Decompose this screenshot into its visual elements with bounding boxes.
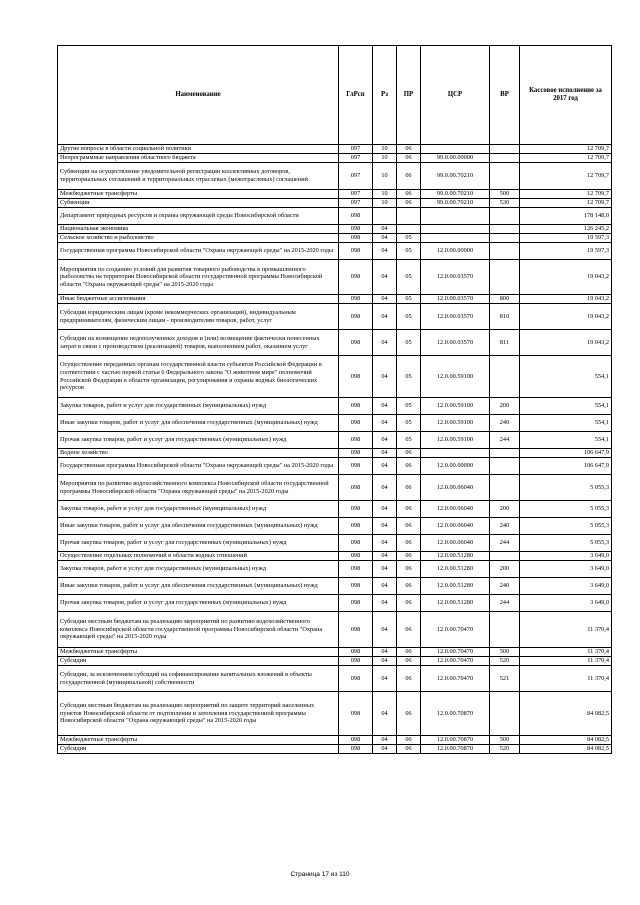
cell-name: Закупка товаров, работ и услуг для государственных (муниципальных) нужд [58,561,339,578]
cell-amount: 12 709,7 [520,145,612,154]
header-grs: ГлРсп [339,46,373,145]
cell-csr: 12.0.00.03570 [421,330,490,356]
cell-csr: 12.0.00.70870 [421,745,490,754]
cell-grs: 098 [339,415,373,432]
cell-name: Непрограммные направления областного бюджета [58,154,339,163]
cell-csr: 12.0.00.51280 [421,595,490,612]
cell-name: Субсидии юридическим лицам (кроме некоммерческих организаций), индивидуальным предпринимателям, физическим лицам - производителям товаров, работ, услуг [58,304,339,330]
header-rz: Рз [373,46,397,145]
cell-grs: 097 [339,190,373,199]
cell-rz: 04 [373,518,397,535]
cell-vr [490,552,520,561]
cell-rz: 04 [373,234,397,243]
cell-vr: 521 [490,666,520,692]
cell-grs: 098 [339,475,373,501]
table-row [58,295,612,304]
cell-name: Прочая закупка товаров, работ и услуг для государственных (муниципальных) нужд [58,535,339,552]
cell-amount: 178 148,0 [520,208,612,225]
cell-pr: 05 [397,234,421,243]
cell-name: Субсидии на возмещение недополученных доходов и (или) возмещение фактически понесенных затрат в связи с производством (реализацией) товаров, выполнением работ, оказанием услуг [58,330,339,356]
cell-csr: 12.0.00.03570 [421,304,490,330]
cell-rz: 04 [373,475,397,501]
cell-pr: 06 [397,449,421,458]
cell-vr [490,163,520,190]
cell-pr: 06 [397,501,421,518]
cell-rz: 04 [373,578,397,595]
cell-amount: 3 649,0 [520,578,612,595]
cell-pr: 06 [397,612,421,648]
cell-grs: 098 [339,666,373,692]
cell-rz: 04 [373,666,397,692]
cell-rz: 04 [373,295,397,304]
cell-csr: 12.0.00.70470 [421,648,490,657]
cell-pr: 06 [397,190,421,199]
table-row [58,304,612,330]
table-row [58,145,612,154]
cell-rz: 04 [373,449,397,458]
cell-amount: 3 649,0 [520,595,612,612]
table-row [58,330,612,356]
cell-amount: 554,1 [520,398,612,415]
cell-amount: 11 370,4 [520,648,612,657]
cell-pr: 05 [397,295,421,304]
cell-amount: 5 055,3 [520,475,612,501]
cell-vr: 200 [490,561,520,578]
cell-csr: 12.0.00.51280 [421,561,490,578]
cell-rz: 10 [373,145,397,154]
cell-name: Межбюджетные трансферты [58,736,339,745]
cell-grs: 098 [339,432,373,449]
cell-csr: 12.0.00.51280 [421,578,490,595]
header-name: Наименование [58,46,339,145]
cell-rz: 04 [373,501,397,518]
table-row [58,692,612,736]
cell-grs: 098 [339,561,373,578]
cell-vr: 200 [490,501,520,518]
cell-amount: 554,1 [520,356,612,398]
cell-grs: 098 [339,398,373,415]
cell-grs: 098 [339,578,373,595]
cell-csr: 99.0.00.70210 [421,190,490,199]
cell-name: Осуществление переданных органам государственной власти субъектов Российской Федерации в соответствии с частью первой статьи 6 Федерального закона "О животном мире" полномочий Российской Федерации в области организации, регулирования и охраны водных биологических ресурсов [58,356,339,398]
cell-vr [490,154,520,163]
cell-vr [490,458,520,475]
table-row [58,199,612,208]
cell-rz [373,208,397,225]
cell-vr: 500 [490,190,520,199]
cell-csr [421,234,490,243]
cell-vr: 240 [490,578,520,595]
cell-vr: 240 [490,518,520,535]
cell-vr [490,145,520,154]
table-row [58,745,612,754]
cell-pr: 06 [397,458,421,475]
cell-pr: 05 [397,432,421,449]
cell-grs: 098 [339,736,373,745]
table-row [58,190,612,199]
cell-csr: 99.0.00.70210 [421,163,490,190]
cell-rz: 04 [373,356,397,398]
cell-vr [490,475,520,501]
table-row [58,578,612,595]
cell-grs: 098 [339,304,373,330]
cell-csr: 12.0.00.70470 [421,657,490,666]
cell-name: Иные закупки товаров, работ и услуг для обеспечения государственных (муниципальных) нужд [58,415,339,432]
cell-grs: 098 [339,295,373,304]
cell-vr: 530 [490,199,520,208]
cell-csr: 99.0.00.00000 [421,154,490,163]
cell-name: Субсидии [58,657,339,666]
cell-grs: 097 [339,154,373,163]
cell-grs: 098 [339,657,373,666]
cell-pr: 05 [397,260,421,295]
cell-grs: 098 [339,234,373,243]
table-row [58,458,612,475]
cell-rz: 04 [373,552,397,561]
cell-amount: 19 043,2 [520,295,612,304]
cell-amount: 84 082,5 [520,692,612,736]
table-header-row [58,46,612,145]
table-row [58,415,612,432]
cell-grs: 098 [339,648,373,657]
cell-rz: 04 [373,304,397,330]
cell-pr: 05 [397,243,421,260]
table-row [58,243,612,260]
cell-vr: 500 [490,736,520,745]
table-row [58,561,612,578]
cell-pr: 06 [397,745,421,754]
cell-csr [421,449,490,458]
cell-vr: 500 [490,648,520,657]
cell-pr: 05 [397,356,421,398]
cell-rz: 04 [373,432,397,449]
cell-csr: 12.0.00.59100 [421,415,490,432]
cell-csr: 12.0.00.70870 [421,692,490,736]
cell-amount: 106 647,9 [520,458,612,475]
cell-csr: 12.0.00.00000 [421,243,490,260]
cell-amount: 5 055,3 [520,535,612,552]
cell-pr: 06 [397,552,421,561]
cell-vr [490,449,520,458]
cell-rz: 10 [373,190,397,199]
cell-vr [490,692,520,736]
cell-csr [421,208,490,225]
table-row [58,432,612,449]
table-row [58,535,612,552]
cell-grs: 097 [339,199,373,208]
cell-vr: 811 [490,330,520,356]
cell-rz: 04 [373,692,397,736]
cell-grs: 098 [339,518,373,535]
table-row [58,356,612,398]
cell-rz: 04 [373,260,397,295]
cell-name: Департамент природных ресурсов и охраны окружающей среды Новосибирской области [58,208,339,225]
page-footer: Страница 17 из 110 [290,871,350,878]
cell-amount: 12 709,7 [520,154,612,163]
table-row [58,475,612,501]
cell-name: Прочая закупка товаров, работ и услуг для государственных (муниципальных) нужд [58,595,339,612]
cell-rz: 04 [373,745,397,754]
cell-amount: 554,1 [520,415,612,432]
cell-rz: 04 [373,415,397,432]
cell-csr: 12.0.00.59100 [421,398,490,415]
cell-pr [397,208,421,225]
cell-name: Другие вопросы в области социальной политики [58,145,339,154]
cell-pr: 06 [397,578,421,595]
cell-name: Иные закупки товаров, работ и услуг для обеспечения государственных (муниципальных) нужд [58,518,339,535]
cell-pr: 05 [397,415,421,432]
cell-pr: 06 [397,475,421,501]
cell-name: Иные закупки товаров, работ и услуг для обеспечения государственных (муниципальных) нужд [58,578,339,595]
cell-csr: 12.0.00.06040 [421,518,490,535]
table-row [58,225,612,234]
cell-pr: 06 [397,595,421,612]
cell-rz: 10 [373,163,397,190]
cell-grs: 098 [339,208,373,225]
cell-pr [397,225,421,234]
header-csr: ЦСР [421,46,490,145]
cell-pr: 05 [397,330,421,356]
cell-amount: 106 647,9 [520,449,612,458]
cell-pr: 06 [397,199,421,208]
cell-name: Прочая закупка товаров, работ и услуг для государственных (муниципальных) нужд [58,432,339,449]
cell-rz: 04 [373,648,397,657]
cell-rz: 04 [373,458,397,475]
cell-amount: 11 370,4 [520,657,612,666]
cell-amount: 12 709,7 [520,190,612,199]
cell-grs: 098 [339,260,373,295]
cell-vr: 200 [490,398,520,415]
cell-name: Закупка товаров, работ и услуг для государственных (муниципальных) нужд [58,398,339,415]
cell-pr: 06 [397,648,421,657]
table-row [58,552,612,561]
cell-amount: 12 709,7 [520,199,612,208]
cell-pr: 05 [397,304,421,330]
table-row [58,154,612,163]
cell-vr: 244 [490,535,520,552]
cell-grs: 098 [339,449,373,458]
cell-csr: 12.0.00.70470 [421,612,490,648]
cell-csr: 99.0.00.70210 [421,199,490,208]
cell-amount: 11 370,4 [520,666,612,692]
cell-rz: 04 [373,736,397,745]
cell-name: Государственная программа Новосибирской области "Охрана окружающей среды" на 2015-2020 годы [58,243,339,260]
cell-grs: 098 [339,595,373,612]
cell-amount: 19 043,2 [520,260,612,295]
cell-vr [490,243,520,260]
cell-name: Национальная экономика [58,225,339,234]
cell-vr [490,234,520,243]
cell-grs: 098 [339,225,373,234]
table-row [58,208,612,225]
cell-name: Мероприятия по созданию условий для развития товарного рыбоводства в промышленного рыболовства на территории Новосибирской области государственной программы Новосибирской области "Охрана окружающей среды" на 2015-2020 годы [58,260,339,295]
cell-amount: 5 055,3 [520,518,612,535]
header-amount: Кассовое исполнение за 2017 год [520,46,612,145]
cell-csr: 12.0.00.03570 [421,295,490,304]
cell-rz: 04 [373,561,397,578]
cell-pr: 06 [397,154,421,163]
cell-grs: 098 [339,552,373,561]
table-row [58,518,612,535]
cell-grs: 098 [339,535,373,552]
cell-pr: 06 [397,145,421,154]
cell-name: Субвенции на осуществление уведомительной регистрации коллективных договоров, территориальных соглашений и территориальных отраслевых (межотраслевых) соглашений [58,163,339,190]
cell-csr: 12.0.00.70470 [421,666,490,692]
cell-pr: 06 [397,163,421,190]
cell-amount: 554,1 [520,432,612,449]
cell-csr: 12.0.00.06040 [421,535,490,552]
cell-rz: 04 [373,595,397,612]
cell-csr: 12.0.00.70870 [421,736,490,745]
cell-vr [490,225,520,234]
cell-name: Субсидии местным бюджетам на реализацию мероприятий по развитию водохозяйственного комплекса Новосибирской области государственной программы Новосибирской области "Охрана окружающей среды" на 2015-2020 годы [58,612,339,648]
cell-name: Субсидии, за исключением субсидий на софинансирование капитальных вложений в объекты государственной (муниципальной) собственности [58,666,339,692]
table-row [58,657,612,666]
cell-pr: 06 [397,535,421,552]
cell-pr: 06 [397,518,421,535]
cell-grs: 098 [339,458,373,475]
cell-grs: 097 [339,145,373,154]
cell-vr: 240 [490,415,520,432]
table-row [58,612,612,648]
cell-amount: 12 709,7 [520,163,612,190]
cell-amount: 84 082,5 [520,745,612,754]
cell-rz: 04 [373,612,397,648]
cell-vr [490,356,520,398]
cell-vr: 244 [490,595,520,612]
cell-name: Иные бюджетные ассигнования [58,295,339,304]
cell-name: Осуществление отдельных полномочий в области водных отношений [58,552,339,561]
cell-amount: 3 649,0 [520,552,612,561]
cell-grs: 098 [339,356,373,398]
cell-name: Сельское хозяйство и рыболовство [58,234,339,243]
cell-amount: 11 370,4 [520,612,612,648]
cell-amount: 19 597,3 [520,243,612,260]
header-vr: ВР [490,46,520,145]
cell-grs: 098 [339,243,373,260]
cell-pr: 06 [397,692,421,736]
cell-rz: 10 [373,154,397,163]
cell-amount: 84 082,5 [520,736,612,745]
table-row [58,648,612,657]
cell-grs: 097 [339,163,373,190]
cell-rz: 04 [373,535,397,552]
table-row [58,736,612,745]
cell-vr [490,260,520,295]
cell-pr: 06 [397,561,421,578]
table-row [58,260,612,295]
cell-name: Межбюджетные трансферты [58,648,339,657]
cell-name: Субвенции [58,199,339,208]
cell-name: Закупка товаров, работ и услуг для государственных (муниципальных) нужд [58,501,339,518]
cell-grs: 098 [339,692,373,736]
cell-vr [490,208,520,225]
table-row [58,163,612,190]
cell-pr: 05 [397,398,421,415]
cell-name: Мероприятия по развитию водохозяйственного комплекса Новосибирской области государственной программы Новосибирской области "Охрана окружающей среды" на 2015-2020 годы [58,475,339,501]
table-row [58,595,612,612]
cell-rz: 04 [373,243,397,260]
cell-amount: 19 043,2 [520,330,612,356]
cell-rz: 10 [373,199,397,208]
table-row [58,666,612,692]
cell-rz: 04 [373,398,397,415]
cell-pr: 06 [397,736,421,745]
cell-csr [421,145,490,154]
cell-amount: 3 649,0 [520,561,612,578]
cell-csr: 12.0.00.59100 [421,432,490,449]
cell-vr: 244 [490,432,520,449]
budget-table [57,45,612,754]
cell-vr: 520 [490,745,520,754]
cell-pr: 06 [397,666,421,692]
cell-grs: 098 [339,745,373,754]
cell-csr: 12.0.00.51280 [421,552,490,561]
header-pr: ПР [397,46,421,145]
cell-csr: 12.0.00.03570 [421,260,490,295]
cell-pr: 06 [397,657,421,666]
cell-amount: 5 055,3 [520,501,612,518]
cell-rz: 04 [373,657,397,666]
cell-csr: 12.0.00.59100 [421,356,490,398]
cell-csr: 12.0.00.06040 [421,475,490,501]
cell-name: Субсидии местным бюджетам на реализацию мероприятий по защите территорий населенных пунктов Новосибирской области от подтопления и затопления государственной программы Новосибирской области "Охрана окружающей среды" на 2015-2020 годы [58,692,339,736]
cell-amount: 19 043,2 [520,304,612,330]
cell-grs: 098 [339,330,373,356]
cell-csr [421,225,490,234]
cell-vr: 520 [490,657,520,666]
cell-vr [490,612,520,648]
cell-vr: 810 [490,304,520,330]
cell-amount: 126 245,2 [520,225,612,234]
cell-name: Государственная программа Новосибирской области "Охрана окружающей среды" на 2015-2020 годы [58,458,339,475]
table-row [58,449,612,458]
cell-amount: 19 597,3 [520,234,612,243]
cell-name: Межбюджетные трансферты [58,190,339,199]
cell-csr: 12.0.00.00000 [421,458,490,475]
cell-csr: 12.0.00.06040 [421,501,490,518]
cell-rz: 04 [373,330,397,356]
cell-grs: 098 [339,612,373,648]
cell-name: Субсидии [58,745,339,754]
cell-name: Водное хозяйство [58,449,339,458]
cell-rz: 04 [373,225,397,234]
table-row [58,398,612,415]
table-row [58,501,612,518]
table-row [58,234,612,243]
cell-vr: 800 [490,295,520,304]
cell-grs: 098 [339,501,373,518]
